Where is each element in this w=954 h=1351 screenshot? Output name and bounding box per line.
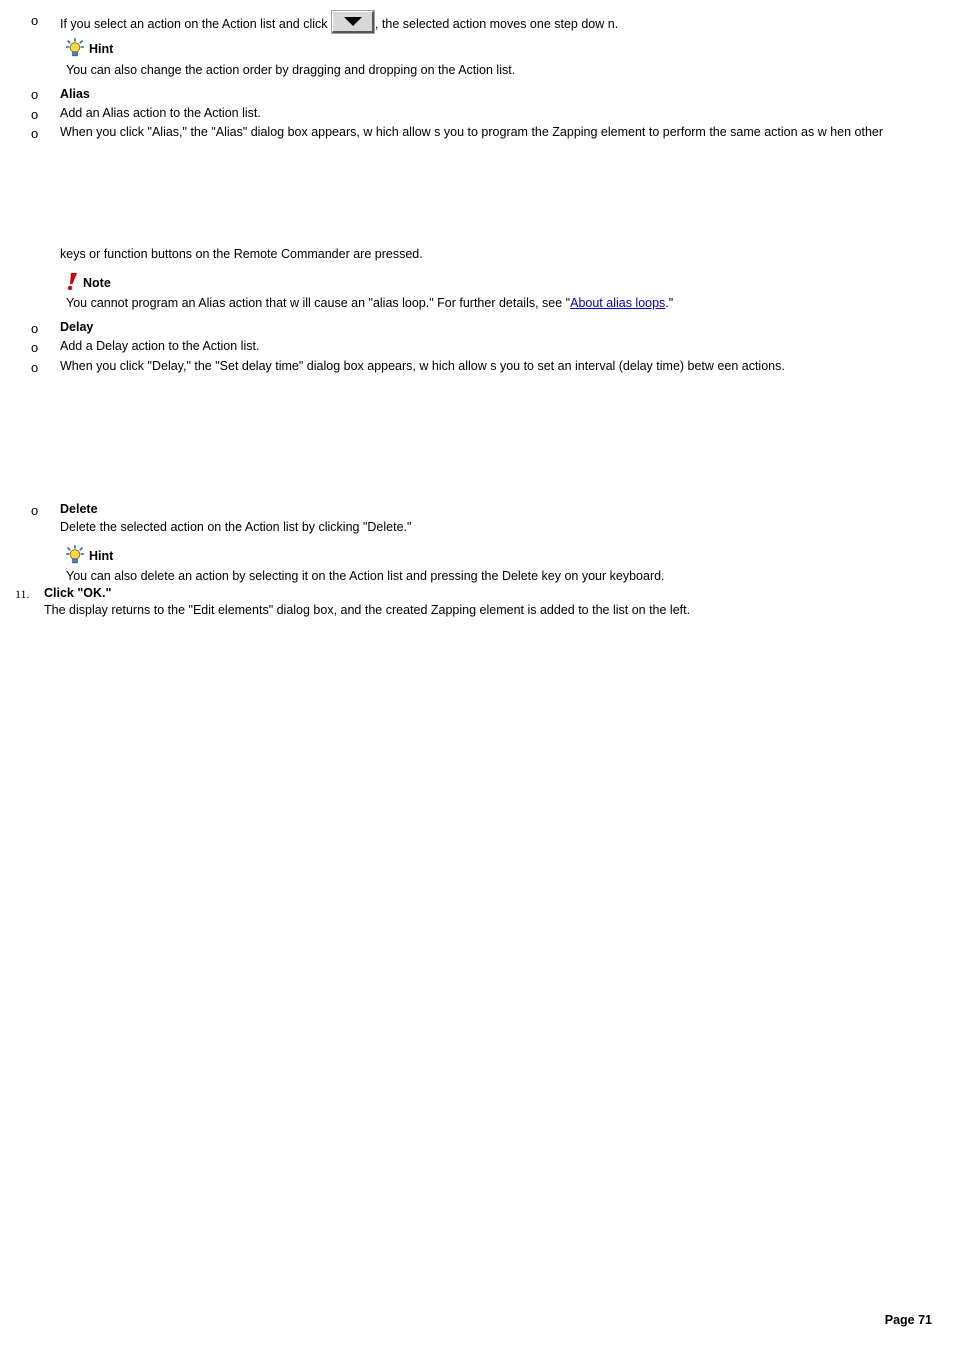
list-bullet: o bbox=[31, 360, 39, 375]
delay-line-2: When you click "Delay," the "Set delay time" dialog box appears, w hich allow s you to set an interval (delay time) betw een actions. bbox=[60, 359, 785, 373]
exclamation-icon bbox=[66, 273, 78, 291]
down-arrow-icon bbox=[344, 17, 362, 26]
lightbulb-icon bbox=[66, 38, 84, 58]
note-text-after: ." bbox=[665, 296, 674, 310]
move-down-paragraph bbox=[60, 11, 618, 33]
page-number: Page 71 bbox=[884, 1313, 932, 1327]
note-text-before: You cannot program an Alias action that w ill cause an "alias loop." For further details, see " bbox=[66, 296, 571, 310]
list-bullet: o bbox=[31, 13, 39, 28]
alias-line-2-continued: keys or function buttons on the Remote Commander are pressed. bbox=[60, 247, 423, 261]
move-down-text-before: If you select an action on the Action list and click bbox=[60, 17, 331, 31]
delete-line-1: Delete the selected action on the Action list by clicking "Delete." bbox=[60, 520, 412, 534]
move-down-button[interactable] bbox=[332, 11, 374, 33]
hint-label: Hint bbox=[89, 42, 114, 56]
list-bullet: o bbox=[31, 340, 39, 355]
delay-heading: Delay bbox=[60, 320, 94, 334]
delete-heading: Delete bbox=[60, 502, 98, 516]
hint-text: You can also delete an action by selecting it on the Action list and pressing the Delete key on your keyboard. bbox=[66, 569, 665, 583]
list-bullet: o bbox=[31, 126, 39, 141]
step-number: 11. bbox=[15, 587, 30, 601]
alias-line-2: When you click "Alias," the "Alias" dialog box appears, w hich allow s you to program the Zapping element to perform the same action as w hen other bbox=[60, 125, 884, 139]
list-bullet: o bbox=[31, 321, 39, 336]
alias-line-1: Add an Alias action to the Action list. bbox=[60, 106, 261, 120]
list-bullet: o bbox=[31, 87, 39, 102]
list-bullet: o bbox=[31, 503, 39, 518]
list-bullet: o bbox=[31, 107, 39, 122]
hint-label: Hint bbox=[89, 549, 114, 563]
move-down-text-after: , the selected action moves one step dow n. bbox=[374, 17, 619, 31]
note-paragraph bbox=[66, 296, 673, 310]
lightbulb-icon bbox=[66, 545, 84, 565]
about-alias-loops-link[interactable]: About alias loops bbox=[570, 296, 666, 310]
step-text: The display returns to the "Edit elements" dialog box, and the created Zapping element is added to the list on the left. bbox=[44, 603, 691, 617]
note-label: Note bbox=[83, 276, 111, 290]
hint-text: You can also change the action order by dragging and dropping on the Action list. bbox=[66, 63, 516, 77]
delay-line-1: Add a Delay action to the Action list. bbox=[60, 339, 260, 353]
step-title: Click "OK." bbox=[44, 586, 112, 600]
alias-heading: Alias bbox=[60, 87, 90, 101]
